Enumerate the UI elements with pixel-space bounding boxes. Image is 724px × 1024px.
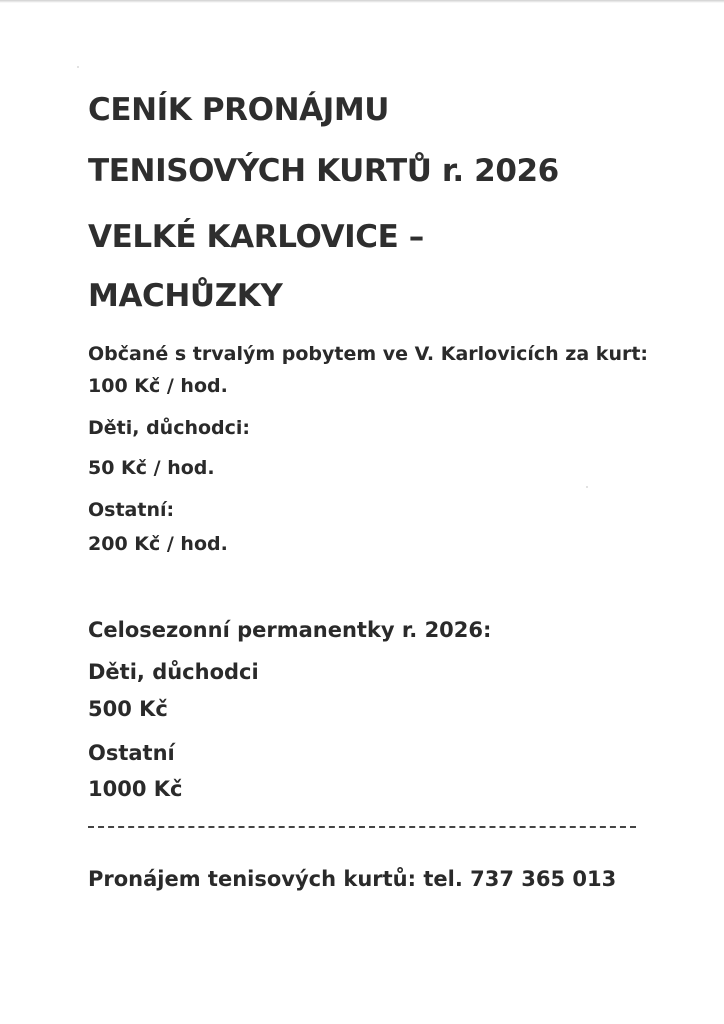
others-label: Ostatní:	[88, 499, 175, 521]
residents-price: 100 Kč / hod.	[88, 375, 228, 397]
children-price: 50 Kč / hod.	[88, 457, 215, 479]
season-heading: Celosezonní permanentky r. 2026:	[88, 618, 492, 642]
scan-speck	[586, 486, 588, 488]
dashed-divider	[88, 826, 636, 828]
heading-line-1: CENÍK PRONÁJMU	[88, 92, 390, 128]
season-children-price: 500 Kč	[88, 697, 168, 721]
children-label: Děti, důchodci:	[88, 417, 251, 439]
heading-line-2: TENISOVÝCH KURTŮ r. 2026	[88, 153, 559, 189]
heading-line-3: VELKÉ KARLOVICE –	[88, 219, 424, 255]
season-others-price: 1000 Kč	[88, 777, 183, 801]
scan-edge	[0, 0, 724, 3]
others-price: 200 Kč / hod.	[88, 533, 228, 555]
heading-line-4: MACHŮZKY	[88, 278, 283, 314]
contact-line: Pronájem tenisových kurtů: tel. 737 365 013	[88, 867, 617, 891]
season-children-label: Děti, důchodci	[88, 660, 259, 684]
residents-label: Občané s trvalým pobytem ve V. Karlovicích za kurt:	[88, 343, 649, 365]
scan-speck	[77, 66, 79, 68]
season-others-label: Ostatní	[88, 741, 175, 765]
